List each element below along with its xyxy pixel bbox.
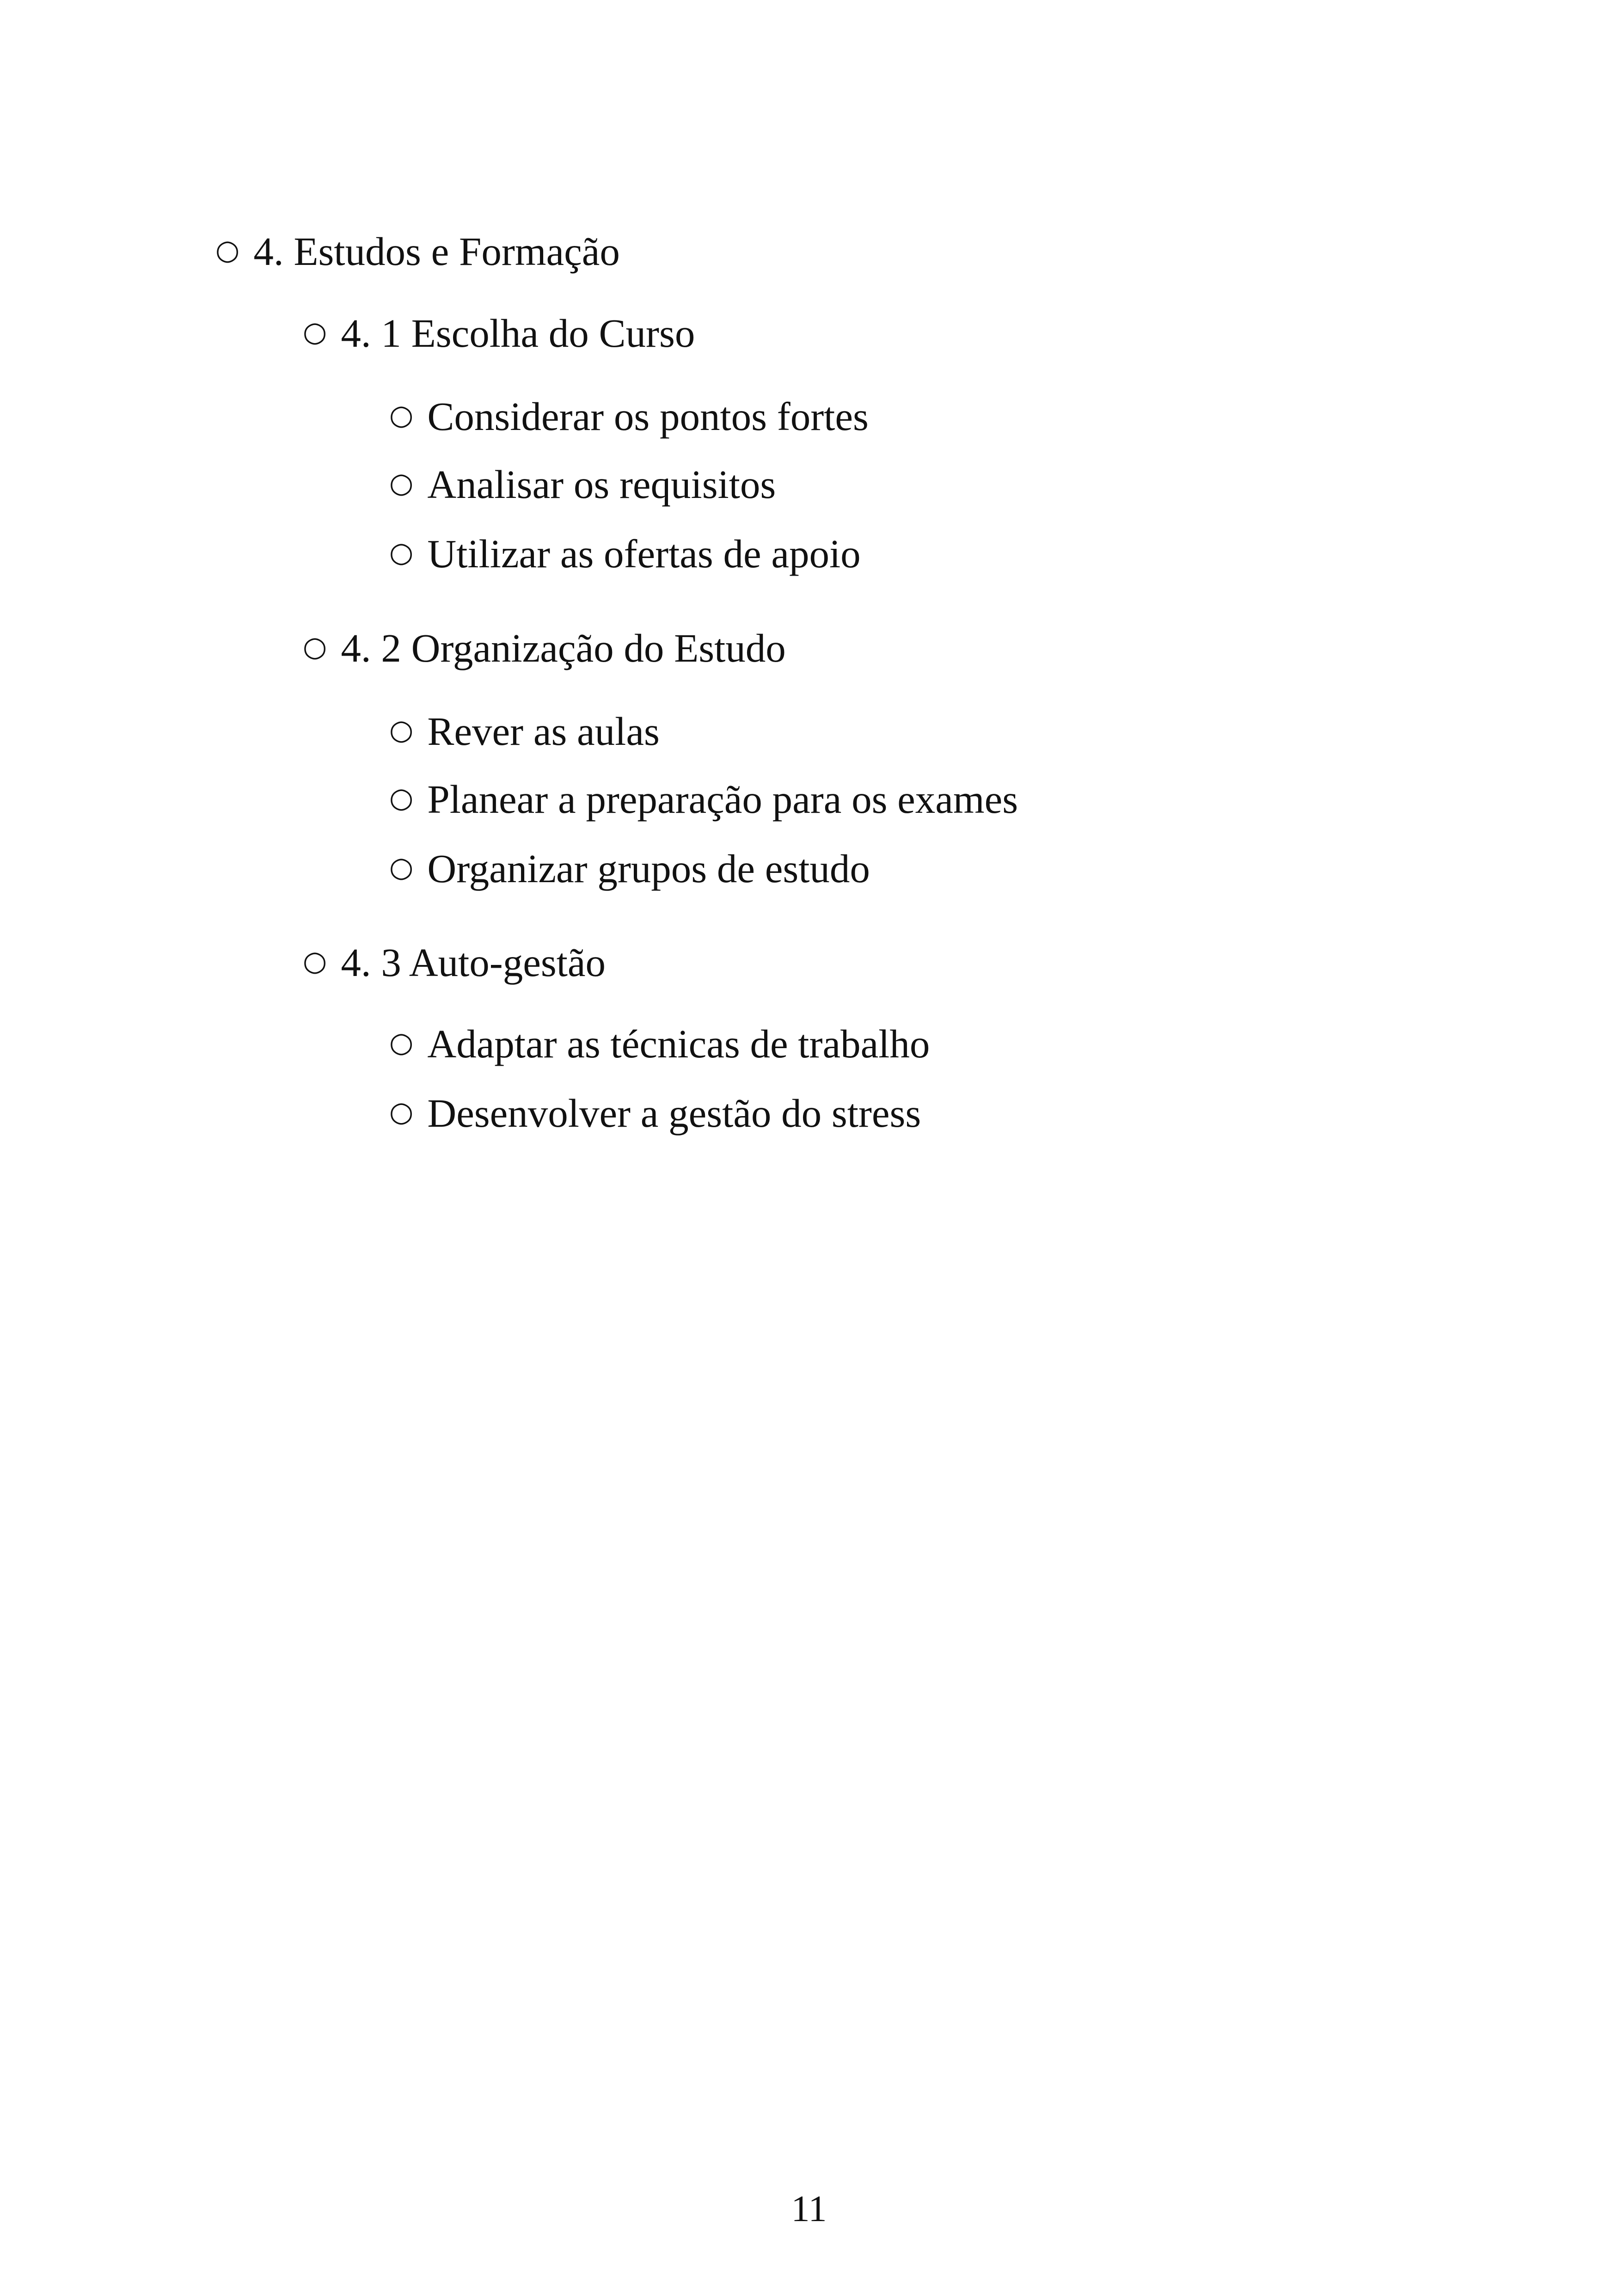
hollow-circle-bullet-icon: ○ — [215, 234, 240, 266]
hollow-circle-bullet-icon: ○ — [389, 467, 414, 499]
hollow-circle-bullet-icon: ○ — [389, 399, 414, 431]
hollow-circle-bullet-icon: ○ — [303, 945, 327, 977]
list-item-label: Considerar os pontos fortes — [427, 394, 869, 439]
list-item-label: Planear a preparação para os exames — [427, 777, 1018, 822]
outline-list-item — [389, 848, 870, 889]
outline-list-item — [389, 462, 776, 507]
hollow-circle-bullet-icon: ○ — [389, 536, 414, 569]
outline-list-item — [389, 394, 869, 439]
list-item-label: Utilizar as ofertas de apoio — [427, 531, 861, 576]
hollow-circle-bullet-icon: ○ — [303, 631, 327, 663]
outline-subsection-heading — [303, 628, 786, 668]
list-item-label: Rever as aulas — [427, 709, 660, 754]
hollow-circle-bullet-icon: ○ — [389, 1096, 414, 1128]
subsection-label: 4. 2 Organização do Estudo — [341, 626, 786, 670]
hollow-circle-bullet-icon: ○ — [389, 714, 414, 746]
outline-list-item — [389, 1021, 930, 1066]
hollow-circle-bullet-icon: ○ — [389, 851, 414, 884]
outline-list-item — [389, 1091, 921, 1136]
outline-list-item — [389, 777, 1018, 822]
list-item-label: Organizar grupos de estudo — [427, 846, 870, 891]
page-number: 11 — [791, 2189, 827, 2229]
outline-subsection-heading — [303, 311, 695, 356]
list-item-label: Analisar os requisitos — [427, 462, 776, 507]
section-label: 4. Estudos e Formação — [253, 229, 620, 274]
outline-list-item — [389, 709, 660, 754]
list-item-label: Desenvolver a gestão do stress — [427, 1091, 921, 1136]
subsection-label: 4. 1 Escolha do Curso — [341, 311, 695, 356]
hollow-circle-bullet-icon: ○ — [389, 782, 414, 814]
hollow-circle-bullet-icon: ○ — [303, 316, 327, 348]
subsection-label: 4. 3 Auto-gestão — [341, 940, 606, 985]
outline-subsection-heading — [303, 940, 606, 985]
hollow-circle-bullet-icon: ○ — [389, 1026, 414, 1059]
list-item-label: Adaptar as técnicas de trabalho — [427, 1021, 930, 1066]
outline-section-heading — [215, 229, 620, 274]
outline-list-item — [389, 531, 861, 576]
